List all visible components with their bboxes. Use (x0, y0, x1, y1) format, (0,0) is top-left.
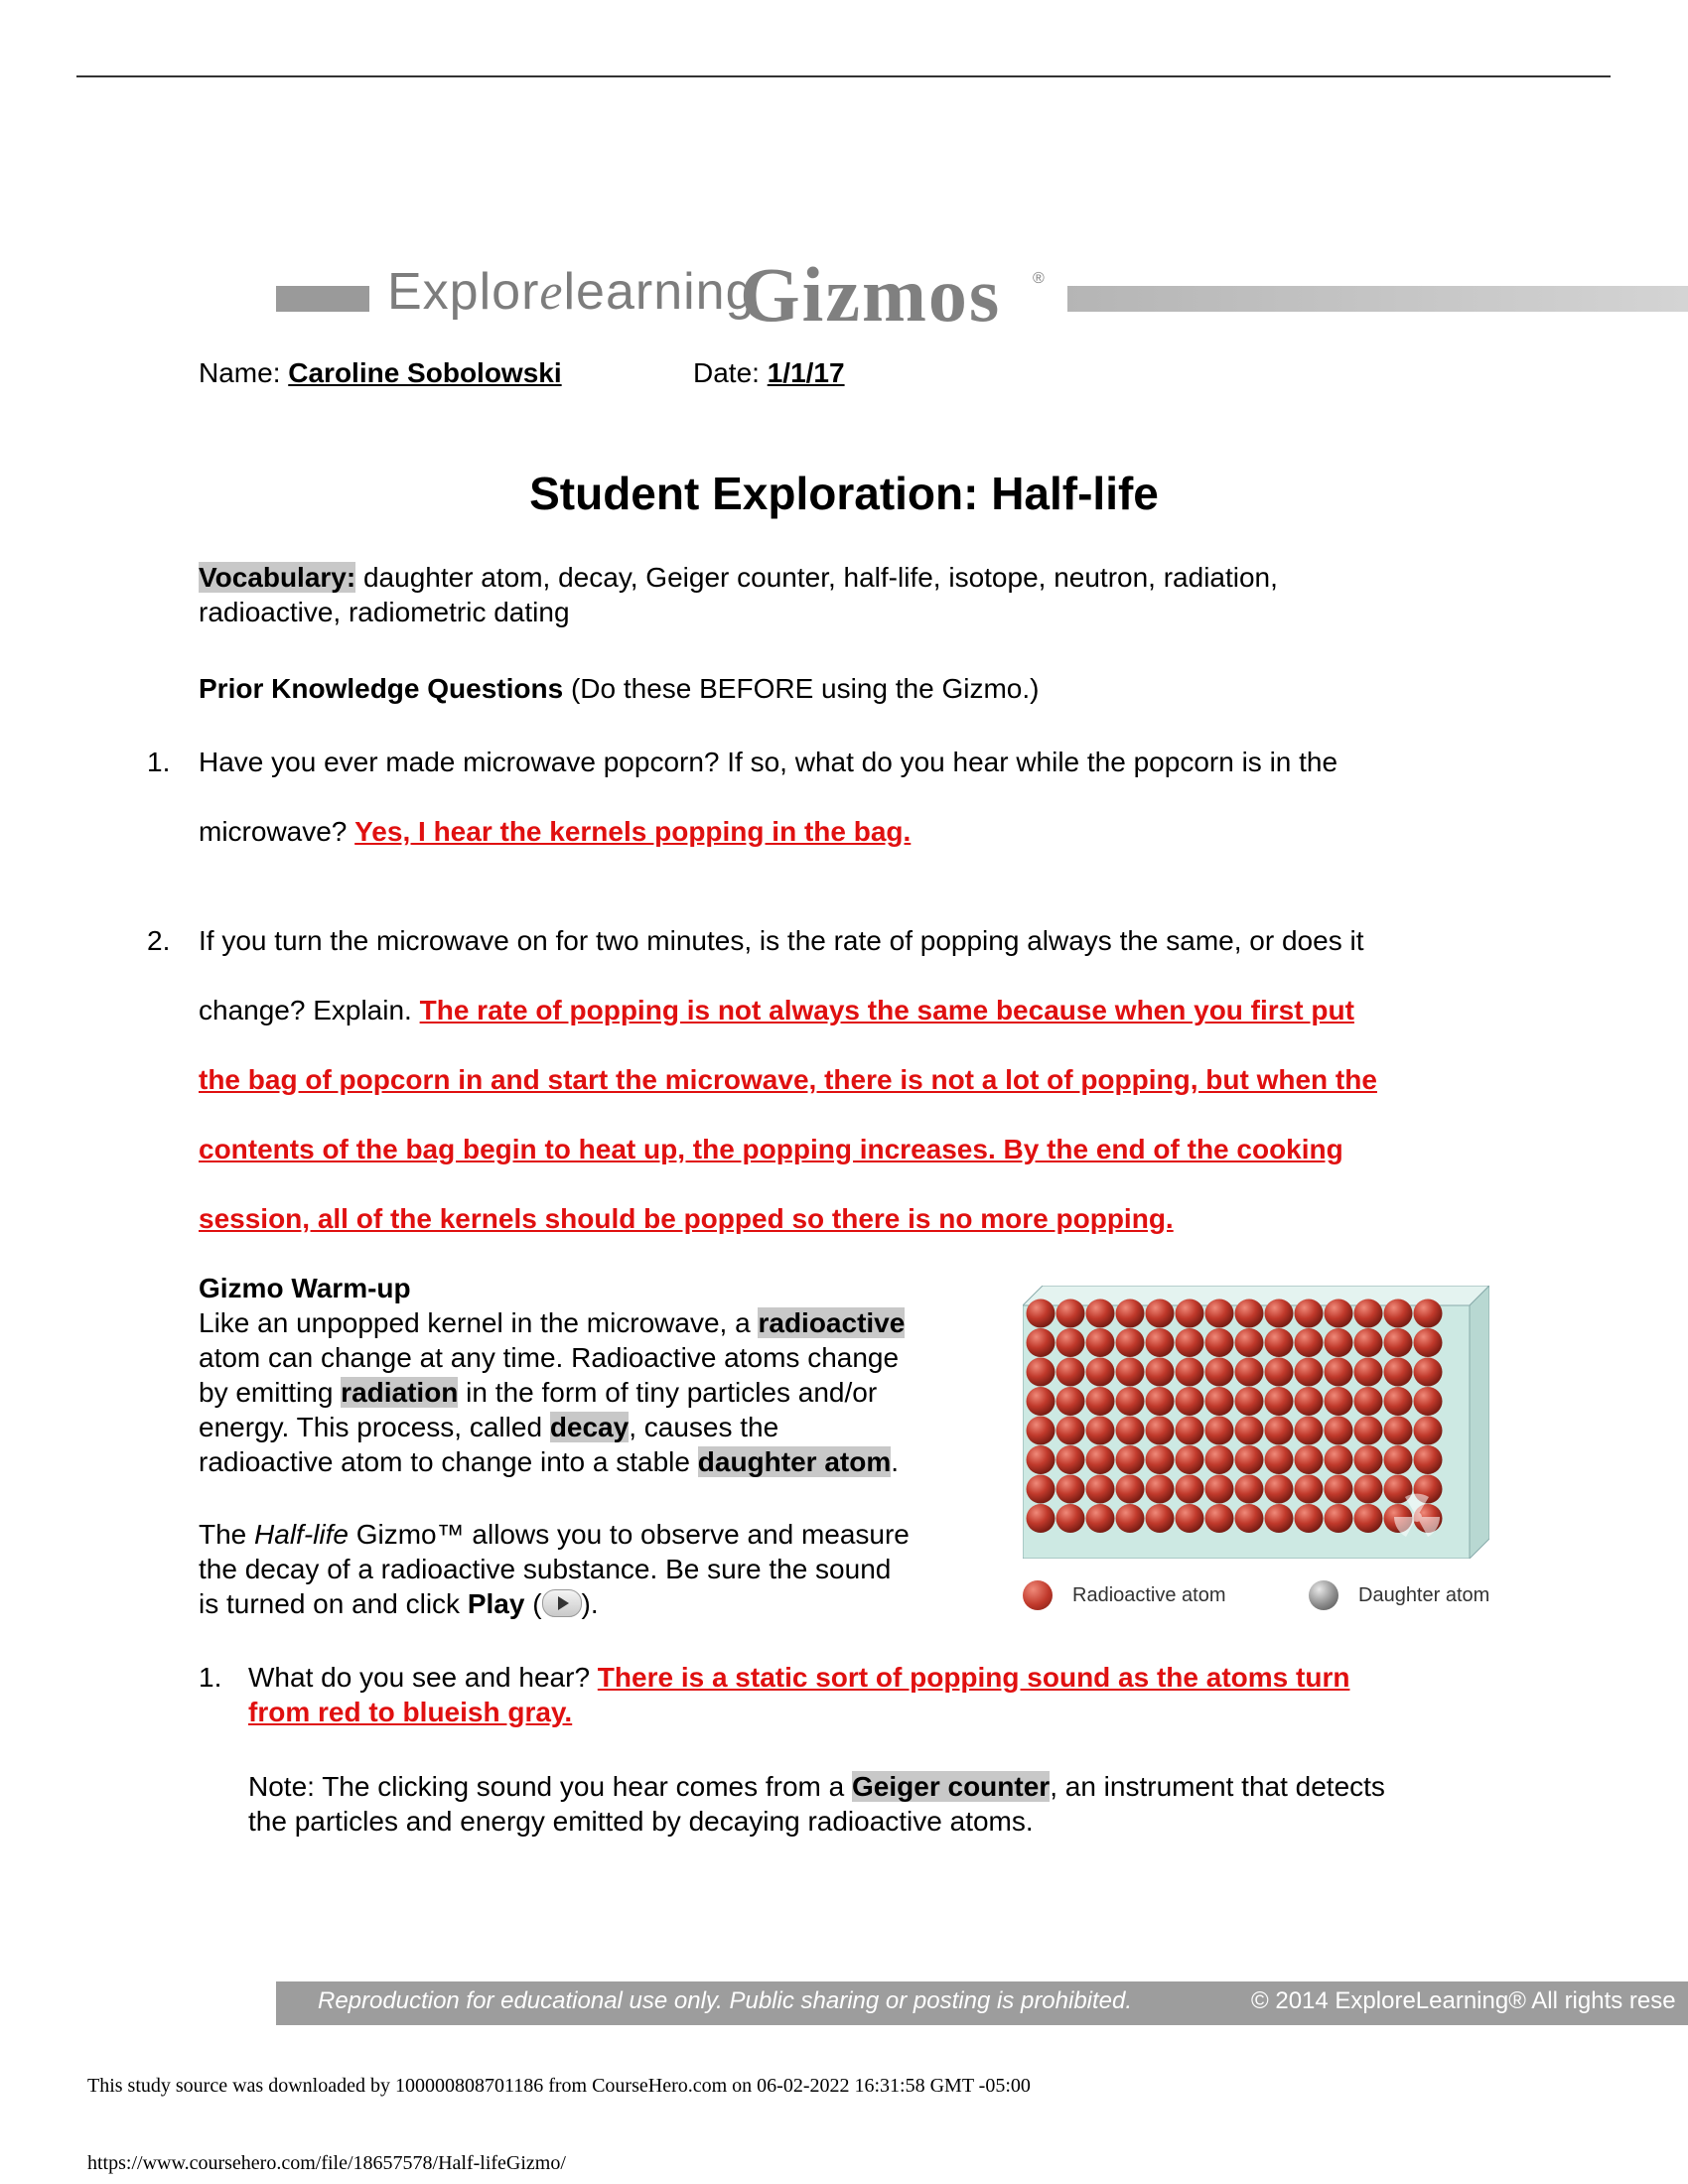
warmup-line-5 (199, 1444, 899, 1479)
radioactive-atom (1146, 1387, 1175, 1416)
radioactive-atom (1235, 1358, 1264, 1387)
radioactive-atom (1265, 1445, 1294, 1474)
warmup-line-5-b: . (891, 1446, 900, 1477)
radioactive-atom-swatch (1023, 1580, 1053, 1610)
radioactive-atom (1146, 1445, 1175, 1474)
radioactive-atom (1384, 1417, 1413, 1445)
radioactive-atom (1384, 1299, 1413, 1328)
top-rule (76, 75, 1611, 77)
vocabulary-terms-1: daughter atom, decay, Geiger counter, half-life, isotope, neutron, radiation, (355, 562, 1278, 593)
source-url[interactable]: https://www.coursehero.com/file/18657578/Half-lifeGizmo/ (87, 2152, 566, 2174)
radioactive-atom (1235, 1299, 1264, 1328)
vocabulary-line-1 (199, 560, 1278, 595)
radioactive-atom (1086, 1299, 1115, 1328)
radioactive-atom (1086, 1445, 1115, 1474)
half-life-title: Half-life (254, 1519, 349, 1550)
warmup-p2-line-2: the decay of a radioactive substance. Be sure the sound (199, 1554, 892, 1584)
radioactive-atom (1354, 1328, 1383, 1357)
decay-term: decay (549, 1412, 630, 1442)
atom-container (1023, 1286, 1489, 1559)
warmup-p2-l3-b: ( (524, 1588, 542, 1619)
radioactive-atom (1056, 1475, 1085, 1504)
radioactive-atom (1235, 1445, 1264, 1474)
logo-registered-mark: ® (1033, 270, 1045, 287)
radioactive-atom (1295, 1417, 1324, 1445)
vocabulary-label: Vocabulary: (199, 562, 356, 593)
radioactive-atom (1205, 1328, 1234, 1357)
q2-answer-3: contents of the bag begin to heat up, the popping increases. By the end of the cooking (199, 1134, 1343, 1164)
radioactive-atom (1027, 1299, 1055, 1328)
q2-answer-4: session, all of the kernels should be popped so there is no more popping. (199, 1203, 1174, 1234)
radioactive-atom (1295, 1387, 1324, 1416)
radioactive-atom (1354, 1358, 1383, 1387)
warmup-q1-number: 1. (199, 1662, 222, 1693)
warmup-p2-l3-a: is turned on and click (199, 1588, 468, 1619)
radioactive-atom (1027, 1445, 1055, 1474)
logo-explore-text: Explor (387, 263, 540, 321)
radioactive-atom (1205, 1299, 1234, 1328)
date-value: 1/1/17 (767, 357, 845, 388)
date-label: Date: (693, 357, 760, 388)
date-line (693, 355, 845, 390)
warmup-q1-answer-2: from red to blueish gray. (248, 1697, 573, 1727)
q2-text-line-1: If you turn the microwave on for two minutes, is the rate of popping always the same, or does it (199, 925, 1364, 956)
container-side (1470, 1286, 1489, 1559)
radioactive-atom (1414, 1417, 1443, 1445)
radioactive-atom (1354, 1504, 1383, 1533)
radioactive-atom (1086, 1475, 1115, 1504)
radioactive-atom (1414, 1387, 1443, 1416)
radioactive-atom (1176, 1328, 1204, 1357)
radioactive-atom (1176, 1299, 1204, 1328)
radioactive-atom (1146, 1358, 1175, 1387)
daughter-atom-swatch (1309, 1580, 1338, 1610)
radioactive-atom (1325, 1299, 1353, 1328)
q2-prefix: change? Explain. (199, 995, 420, 1025)
radioactive-atom (1414, 1328, 1443, 1357)
radioactive-atom (1205, 1504, 1234, 1533)
footer-disclaimer: Reproduction for educational use only. Public sharing or posting is prohibited. (318, 1987, 1133, 2014)
vocabulary-line-2: radioactive, radiometric dating (199, 597, 570, 627)
radioactive-atom (1384, 1387, 1413, 1416)
radioactive-atom (1235, 1504, 1264, 1533)
q2-answer-2: the bag of popcorn in and start the microwave, there is not a lot of popping, but when the (199, 1064, 1377, 1095)
radioactive-atom (1116, 1475, 1145, 1504)
radioactive-atom (1086, 1328, 1115, 1357)
note-line-2: the particles and energy emitted by decaying radioactive atoms. (248, 1806, 1034, 1837)
note-a: Note: The clicking sound you hear comes from a (248, 1771, 853, 1802)
radioactive-atom (1235, 1475, 1264, 1504)
radioactive-atom (1027, 1417, 1055, 1445)
half-life-figure (1023, 1286, 1489, 1559)
radioactive-atom (1146, 1475, 1175, 1504)
radioactive-atom (1116, 1504, 1145, 1533)
radioactive-atom (1056, 1445, 1085, 1474)
warmup-q1-prefix: What do you see and hear? (248, 1662, 598, 1693)
radioactive-atom (1116, 1358, 1145, 1387)
logo-swirl-text: e (539, 264, 564, 321)
radioactive-atom (1295, 1328, 1324, 1357)
q1-text-line-2 (199, 814, 911, 849)
radioactive-atom (1176, 1504, 1204, 1533)
warmup-p2-b: Gizmo™ allows you to observe and measure (348, 1519, 910, 1550)
radioactive-atom (1027, 1475, 1055, 1504)
radioactive-atom (1146, 1504, 1175, 1533)
radioactive-atom (1056, 1328, 1085, 1357)
prior-knowledge-title: Prior Knowledge Questions (199, 673, 564, 704)
radioactive-atom (1086, 1504, 1115, 1533)
geiger-counter-term: Geiger counter (852, 1771, 1051, 1802)
radioactive-atom (1056, 1387, 1085, 1416)
radioactive-atom (1354, 1417, 1383, 1445)
source-download-note: This study source was downloaded by 100000808701186 from CourseHero.com on 06-02-2022 16:31:58 GMT -05:00 (87, 2075, 1031, 2097)
radioactive-atom (1354, 1475, 1383, 1504)
warmup-line-1-text: Like an unpopped kernel in the microwave, a (199, 1307, 759, 1338)
radioactive-atom (1295, 1299, 1324, 1328)
q1-number: 1. (147, 747, 171, 777)
radioactive-atom (1325, 1504, 1353, 1533)
radioactive-atom (1027, 1328, 1055, 1357)
radioactive-atom (1205, 1358, 1234, 1387)
radiation-term: radiation (341, 1377, 459, 1408)
explorelearning-logo (387, 263, 756, 321)
q1-text-line-1: Have you ever made microwave popcorn? If so, what do you hear while the popcorn is in the (199, 747, 1338, 777)
radioactive-atom (1414, 1358, 1443, 1387)
radioactive-atom (1205, 1445, 1234, 1474)
radioactive-atom (1056, 1358, 1085, 1387)
warmup-q1-answer-1: There is a static sort of popping sound as the atoms turn (597, 1662, 1350, 1693)
warmup-line-5-a: radioactive atom to change into a stable (199, 1446, 698, 1477)
radioactive-atom (1354, 1299, 1383, 1328)
radioactive-atom (1325, 1417, 1353, 1445)
footer-copyright: © 2014 ExploreLearning® All rights rese (1251, 1987, 1676, 2014)
radioactive-atom (1027, 1387, 1055, 1416)
radioactive-atom (1205, 1475, 1234, 1504)
radioactive-atom (1384, 1445, 1413, 1474)
radioactive-atom (1176, 1475, 1204, 1504)
warmup-line-4-b: , causes the (629, 1412, 779, 1442)
warmup-p2-a: The (199, 1519, 255, 1550)
daughter-atom-term: daughter atom (697, 1446, 892, 1477)
warmup-p2-l3-c: ). (581, 1588, 599, 1619)
logo-learning-text: learning (563, 263, 756, 321)
note-line-1 (248, 1769, 1385, 1804)
radioactive-atom (1205, 1387, 1234, 1416)
radioactive-atom (1056, 1417, 1085, 1445)
radioactive-atom (1176, 1358, 1204, 1387)
radioactive-atom (1116, 1328, 1145, 1357)
radioactive-atom (1116, 1417, 1145, 1445)
radioactive-atom (1146, 1417, 1175, 1445)
radioactive-atom (1295, 1504, 1324, 1533)
prior-knowledge-note: (Do these BEFORE using the Gizmo.) (563, 673, 1040, 704)
note-b: , an instrument that detects (1050, 1771, 1385, 1802)
radioactive-atom (1295, 1358, 1324, 1387)
radioactive-atom (1116, 1387, 1145, 1416)
radioactive-atom (1056, 1504, 1085, 1533)
q1-answer: Yes, I hear the kernels popping in the bag. (354, 816, 912, 847)
radioactive-atom (1056, 1299, 1085, 1328)
q2-answer-1: The rate of popping is not always the same because when you first put (419, 995, 1354, 1025)
play-label: Play (467, 1588, 525, 1619)
radioactive-atom (1146, 1299, 1175, 1328)
radioactive-atom (1086, 1387, 1115, 1416)
warmup-line-3-b: in the form of tiny particles and/or (458, 1377, 878, 1408)
radioactive-atom (1325, 1475, 1353, 1504)
radioactive-atom (1265, 1328, 1294, 1357)
radioactive-atom (1325, 1387, 1353, 1416)
radioactive-term: radioactive (758, 1307, 906, 1338)
warmup-p2-line-3 (199, 1586, 599, 1621)
radioactive-atom (1325, 1328, 1353, 1357)
radioactive-atom (1325, 1445, 1353, 1474)
radioactive-atom (1384, 1358, 1413, 1387)
radioactive-atom (1176, 1387, 1204, 1416)
logo-bar-right (1067, 286, 1688, 312)
warmup-line-2: atom can change at any time. Radioactive atoms change (199, 1342, 900, 1373)
radioactive-atom (1384, 1328, 1413, 1357)
radioactive-atom (1325, 1358, 1353, 1387)
q2-text-line-2 (199, 993, 1354, 1027)
legend-daughter-label: Daughter atom (1358, 1584, 1490, 1606)
name-label: Name: (199, 357, 281, 388)
radioactive-atom (1027, 1504, 1055, 1533)
warmup-line-4 (199, 1410, 778, 1444)
name-value: Caroline Sobolowski (288, 357, 562, 388)
radioactive-atom (1354, 1445, 1383, 1474)
radioactive-atom (1265, 1504, 1294, 1533)
gizmos-logo: Gizmos (740, 251, 1002, 338)
logo-bar-left (276, 286, 369, 312)
radioactive-atom (1235, 1328, 1264, 1357)
radioactive-atom (1146, 1328, 1175, 1357)
page-title: Student Exploration: Half-life (529, 468, 1159, 519)
radioactive-atom (1265, 1475, 1294, 1504)
warmup-line-4-a: energy. This process, called (199, 1412, 550, 1442)
radioactive-atom (1086, 1417, 1115, 1445)
radioactive-atom (1116, 1299, 1145, 1328)
radioactive-atom (1086, 1358, 1115, 1387)
warmup-line-3 (199, 1375, 877, 1410)
radioactive-atom (1235, 1417, 1264, 1445)
radioactive-atom (1176, 1417, 1204, 1445)
prior-knowledge-heading (199, 671, 1039, 706)
radioactive-atom (1235, 1387, 1264, 1416)
warmup-q1-line-1 (248, 1660, 1349, 1695)
radioactive-atom (1265, 1299, 1294, 1328)
radioactive-atom (1205, 1417, 1234, 1445)
warmup-p2-line-1 (199, 1517, 910, 1552)
radioactive-atom (1414, 1299, 1443, 1328)
warmup-heading: Gizmo Warm-up (199, 1273, 411, 1303)
radioactive-atom (1027, 1358, 1055, 1387)
radioactive-atom (1295, 1475, 1324, 1504)
radioactive-atom (1265, 1387, 1294, 1416)
warmup-line-3-a: by emitting (199, 1377, 342, 1408)
radioactive-atom (1176, 1445, 1204, 1474)
radioactive-atom (1354, 1387, 1383, 1416)
radioactive-atom (1295, 1445, 1324, 1474)
name-line (199, 355, 562, 390)
q1-prefix: microwave? (199, 816, 355, 847)
legend-radioactive-label: Radioactive atom (1072, 1584, 1226, 1606)
radioactive-atom (1116, 1445, 1145, 1474)
radioactive-atom (1265, 1358, 1294, 1387)
radioactive-atom (1265, 1417, 1294, 1445)
play-icon (542, 1589, 582, 1617)
warmup-line-1 (199, 1305, 905, 1340)
q2-number: 2. (147, 925, 171, 956)
radioactive-atom (1414, 1445, 1443, 1474)
